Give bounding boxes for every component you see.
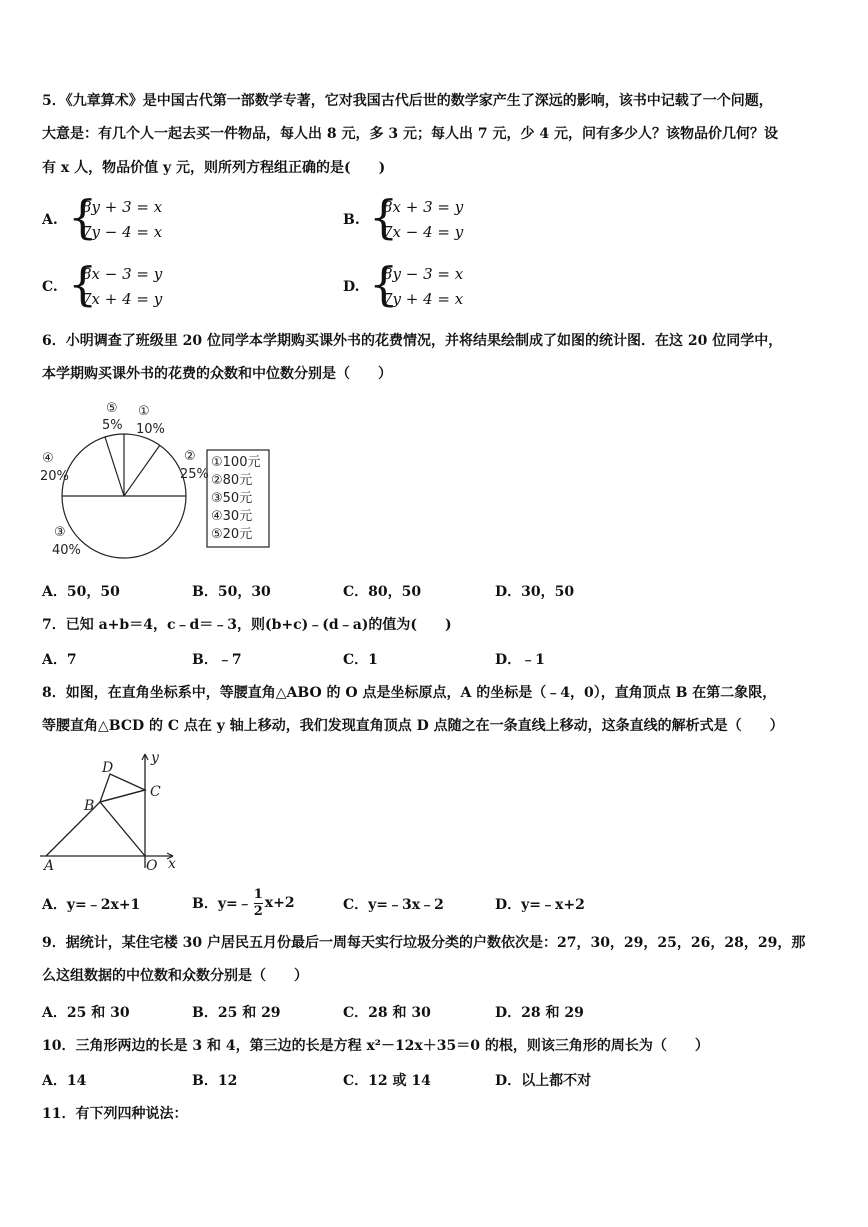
pie-divider-2 — [124, 445, 160, 496]
triangle-abo — [46, 802, 145, 856]
q8-option-a: A．y=﹣2x+1 — [42, 897, 141, 913]
pie-legend-item-1: ①100元 — [211, 455, 261, 470]
q7-line-1: 7．已知 a+b＝4，c﹣d＝﹣3，则(b+c)﹣(d﹣a)的值为( ) — [42, 617, 452, 633]
pie-label-2-pct: 25% — [180, 467, 209, 482]
q5-option-b-label: B. — [343, 212, 360, 228]
q10-line-1: 10．三角形两边的长是 3 和 4，第三边的长是方程 x²－12x＋35＝0 的根，则该三角形的周长为（ ） — [42, 1038, 709, 1054]
q6-option-a: A．50，50 — [42, 584, 120, 600]
pie-label-1-mark: ① — [138, 404, 150, 419]
q8-line-1: 8．如图，在直角坐标系中，等腰直角△ABO 的 O 点是坐标原点，A 的坐标是（﹣4，0），直角顶点 B 在第二象限， — [42, 685, 777, 701]
pie-divider-5 — [105, 437, 124, 496]
q10-option-c: C．12 或 14 — [343, 1073, 431, 1089]
q5-option-b-eq2: 7x − 4 = y — [383, 223, 464, 241]
q5-option-a-eq2: 7y − 4 = x — [82, 223, 163, 241]
q5-option-b-system: { 8x + 3 = y 7x − 4 = y — [369, 190, 464, 244]
point-a-label: A — [44, 858, 55, 872]
q8-option-b-prefix: B．y=﹣ — [192, 896, 252, 912]
q9-line-1: 9．据统计，某住宅楼 30 户居民五月份最后一周每天实行垃圾分类的户数依次是：27，30，29，25，26，28，29，那 — [42, 935, 806, 951]
point-o-label: O — [146, 858, 158, 872]
q7-option-a: A．7 — [42, 652, 77, 668]
b-to-c — [100, 790, 145, 802]
triangle-bcd — [100, 774, 145, 802]
pie-label-4-mark: ④ — [42, 451, 54, 466]
q6-line-2: 本学期购买课外书的花费的众数和中位数分别是（ ） — [42, 366, 392, 382]
q5-option-d-eq2: 7y + 4 = x — [383, 290, 464, 308]
q8-option-c: C．y=﹣3x﹣2 — [343, 897, 444, 913]
q8-geometry-figure — [38, 750, 188, 872]
pie-label-3-mark: ③ — [54, 525, 66, 540]
q8-option-d: D．y=﹣x+2 — [495, 897, 585, 913]
q5-option-b-eq1: 8x + 3 = y — [383, 198, 464, 216]
q5-option-a-system: { 8y + 3 = x 7y − 4 = x — [68, 190, 163, 244]
pie-legend-item-3: ③50元 — [211, 491, 253, 506]
pie-label-1-pct: 10% — [136, 422, 165, 437]
q9-option-d: D．28 和 29 — [495, 1005, 584, 1021]
q8-option-b — [192, 883, 295, 923]
q6-option-c: C．80，50 — [343, 584, 422, 600]
q9-option-b: B．25 和 29 — [192, 1005, 281, 1021]
q8-option-b-numerator: 1 — [253, 886, 263, 902]
q5-option-c-eq1: 8x − 3 = y — [82, 265, 163, 283]
point-c-label: C — [150, 784, 161, 800]
q7-option-d: D．﹣1 — [495, 652, 545, 668]
q8-option-b-suffix: x+2 — [264, 895, 295, 911]
point-d-label: D — [102, 760, 114, 776]
q5-option-d-system: { 8y − 3 = x 7y + 4 = x — [369, 257, 464, 311]
q5-line-2: 大意是：有几个人一起去买一件物品，每人出 8 元，多 3 元；每人出 7 元，少 4 元，问有多少人？该物品价几何？设 — [42, 126, 778, 142]
pie-legend-item-2: ②80元 — [211, 473, 253, 488]
pie-legend-item-5: ⑤20元 — [211, 527, 253, 542]
q9-option-c: C．28 和 30 — [343, 1005, 431, 1021]
q8-line-2: 等腰直角△BCD 的 C 点在 y 轴上移动，我们发现直角顶点 D 点随之在一条直线上移动，这条直线的解析式是（ ） — [42, 718, 784, 734]
y-axis-label: y — [151, 750, 159, 766]
q10-option-d: D．以上都不对 — [495, 1073, 592, 1089]
q9-option-a: A．25 和 30 — [42, 1005, 130, 1021]
pie-label-2-mark: ② — [184, 449, 196, 464]
q7-option-b: B．﹣7 — [192, 652, 242, 668]
pie-label-5-mark: ⑤ — [106, 401, 118, 416]
pie-label-5-pct: 5% — [102, 418, 123, 433]
q5-option-a-label: A. — [42, 212, 58, 228]
q11-line-1: 11．有下列四种说法： — [42, 1106, 188, 1122]
q6-line-1: 6．小明调查了班级里 20 位同学本学期购买课外书的花费情况，并将结果绘制成了如图的统计图．在这 20 位同学中， — [42, 333, 783, 349]
q6-option-b: B．50，30 — [192, 584, 271, 600]
q5-line-1: 5．《九章算术》是中国古代第一部数学专著，它对我国古代后世的数学家产生了深远的影响，该书中记载了一个问题， — [42, 93, 773, 109]
q5-option-c-label: C. — [42, 279, 58, 295]
pie-label-4-pct: 20% — [40, 469, 69, 484]
pie-legend-item-4: ④30元 — [211, 509, 253, 524]
q10-option-b: B．12 — [192, 1073, 238, 1089]
q8-option-b-denominator: 2 — [253, 903, 263, 919]
q5-option-c-system: { 8x − 3 = y 7x + 4 = y — [68, 257, 163, 311]
q6-pie-figure — [36, 396, 276, 561]
q6-option-d: D．30，50 — [495, 584, 575, 600]
q9-line-2: 么这组数据的中位数和众数分别是（ ） — [42, 968, 308, 984]
pie-label-3-pct: 40% — [52, 543, 81, 558]
q7-option-c: C．1 — [343, 652, 378, 668]
q5-option-c-eq2: 7x + 4 = y — [82, 290, 163, 308]
q5-option-a-eq1: 8y + 3 = x — [82, 198, 163, 216]
q5-option-d-label: D. — [343, 279, 360, 295]
point-b-label: B — [84, 798, 95, 814]
q10-option-a: A．14 — [42, 1073, 87, 1089]
q5-option-d-eq1: 8y − 3 = x — [383, 265, 464, 283]
x-axis-label: x — [168, 856, 176, 872]
q8-option-b-fraction — [254, 887, 263, 920]
q5-line-3: 有 x 人，物品价值 y 元，则所列方程组正确的是( ) — [42, 160, 386, 176]
